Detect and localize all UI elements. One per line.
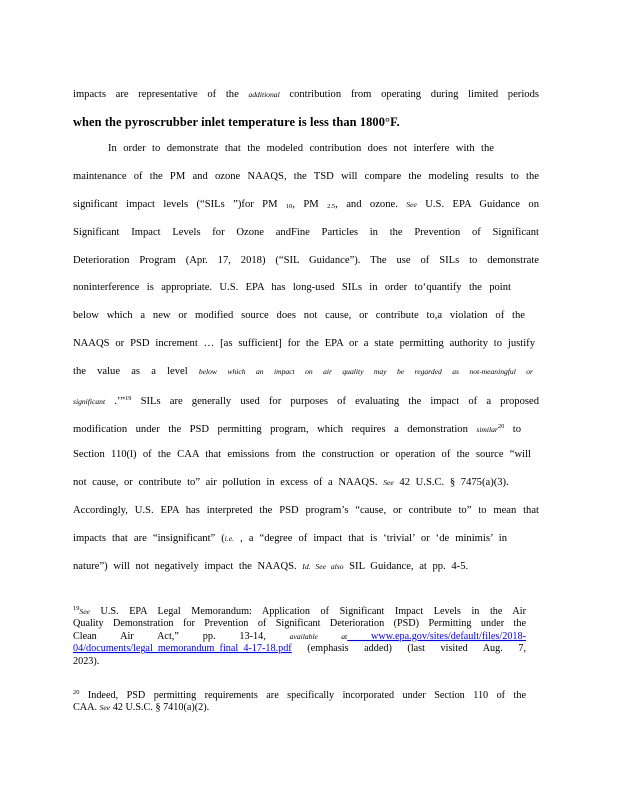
subscript: 10 [285,203,293,210]
footnote-ref-19[interactable]: 19 [125,395,132,402]
italic-run: similar [476,425,498,434]
text-run: SILs are generally used for purposes of evaluating the impact of a proposed [131,396,539,407]
body-line-8: noninterference is appropriate. U.S. EPA has long-used SILs in order to‘quantify the point [73,282,511,293]
text-run: , PM [292,199,328,210]
body-line-14: Section 110(l) of the CAA that emissions from the construction or operation of the source “will [73,449,531,460]
footnote-20 [73,687,526,715]
italic-run: See [99,703,111,713]
footnote-line [73,603,526,618]
text-run: to [504,424,521,435]
text-run: significant impact levels (“SILs ”)for PM [73,199,286,210]
text-run: 42 U.S.C. § 7475(a)(3). [393,477,509,488]
italic-run: i.e. [224,534,235,543]
memo-link-part1[interactable]: www.epa.gov/sites/default/files/2018- [347,630,526,642]
italic-run: See [406,200,417,209]
italic-run: below which an impact on air quality may be regarded as not-meaningful or [198,367,533,376]
footnote-line: 2023). [73,655,100,667]
bold-heading-line: when the pyroscrubber inlet temperature is less than 1800°F. [73,115,400,129]
italic-run: additional [248,90,280,99]
body-line-17 [73,532,507,546]
italic-run: Id. See also [302,562,344,571]
body-line-3: In order to demonstrate that the modeled contribution does not interfere with the [108,143,494,154]
body-line-18 [73,560,469,574]
body-line-13 [73,420,521,437]
italic-run: See [79,607,90,616]
text-run: CAA. [73,702,100,714]
body-line-4: maintenance of the PM and ozone NAAQS, the TSD will compare the modeling results to the [73,171,539,182]
footnote-ref-20[interactable]: 20 [497,423,505,430]
body-line-12 [73,392,539,409]
body-line-1 [73,88,539,102]
body-line-5 [73,198,539,214]
body-line-7: Deterioration Program (Apr. 17, 2018) (“SIL Guidance”). The use of SILs to demonstrate [73,255,539,266]
footnote-line [73,643,526,655]
footnote-line: Quality Demonstration for Prevention of Significant Deterioration (PSD) Permitting under the [73,618,526,630]
text-run: nature”) will not negatively impact the NAAQS. [73,561,303,572]
text-run: Clean Air Act,” pp. 13-14, [73,630,290,642]
subscript: 2.5 [327,203,336,210]
footnote-line [73,631,526,643]
text-run: impacts that are “insignificant” ( [73,533,225,544]
italic-run: See [383,478,394,487]
footnote-number: 20 [73,689,80,696]
footnote-19 [73,603,526,668]
text-run: (emphasis added) (last visited Aug. 7, [291,643,526,655]
text-run: , and ozone. [335,199,407,210]
text-run: 42 U.S.C. § 7410(a)(2). [110,702,210,714]
text-run: U.S. EPA Legal Memorandum: Application of Significant Impact Levels in the Air [89,606,526,617]
text-run: modification under the PSD permitting program, which requires a demonstration [73,424,477,435]
text-run: impacts are representative of the [73,89,249,100]
footnote-line [73,687,526,702]
body-line-16: Accordingly, U.S. EPA has interpreted the PSD program’s “cause, or contribute to” to mean that [73,505,539,516]
footnote-line [73,702,526,714]
footnote-number: 19 [73,605,80,612]
body-line-9: below which a new or modified source does not cause, or contribute to,a violation of the [73,310,525,321]
memo-link-part2[interactable]: 04/documents/legal_memorandum_final_4-17-18.pdf [73,643,292,655]
text-run: .’” [105,396,126,407]
text-run: , a “degree of impact that is ‘trivial’ or ‘de minimis’ in [234,533,507,544]
text-run: Indeed, PSD permitting requirements are specifically incorporated under Section 110 of the [79,690,526,701]
body-line-11 [73,365,533,379]
text-run: not cause, or contribute to” air pollution in excess of a NAAQS. [73,477,384,488]
text-run: the value as a level [73,366,199,377]
italic-run: available at [289,631,348,641]
body-line-10: NAAQS or PSD increment … [as sufficient] for the EPA or a state permitting authority to justify [73,338,535,349]
body-line-6: Significant Impact Levels for Ozone andFine Particles in the Prevention of Significant [73,227,539,238]
text-run: contribution from operating during limited periods [279,89,539,100]
text-run: SIL Guidance, at pp. 4-5. [343,561,469,572]
text-run: U.S. EPA Guidance on [416,199,539,210]
body-line-15 [73,476,509,490]
italic-run: significant [73,397,106,406]
